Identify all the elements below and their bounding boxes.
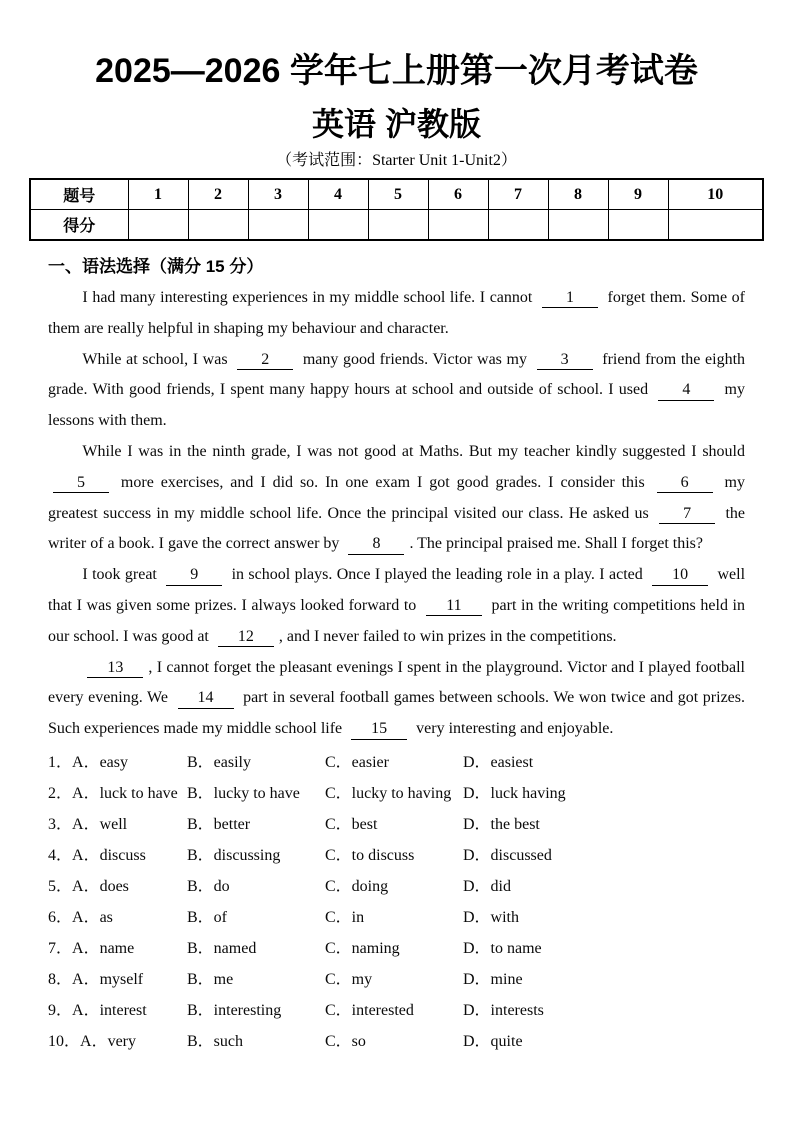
option-a-cell [48,871,187,902]
cloze-blank: 10 [652,566,708,585]
question-row [48,964,745,995]
passage-text: I had many interesting experiences in my middle school life. I cannot [82,289,537,306]
option-a: A．luck to have [72,784,178,802]
option-b: B．named [187,939,257,957]
option-a: A．well [72,815,128,833]
option-a-cell [48,809,187,840]
score-cell [188,210,248,241]
passage-text: friend from the eighth grade. With good friends, I spent many happy hours at school and outside of school. I used [48,350,746,399]
option-c: C．naming [325,939,400,957]
question-row [48,871,745,902]
option-b: B．of [187,908,228,926]
option-a: A．interest [72,1001,147,1019]
question-number: 4． [48,846,73,864]
question-row [48,747,745,778]
page-title: 2025—2026 学年七上册第一次月考试卷 [95,52,698,90]
cloze-blank: 8 [348,535,404,554]
option-a: A．very [80,1032,137,1050]
option-c: C．lucky to having [325,784,452,802]
option-b: B．discussing [187,846,281,864]
score-cell [308,210,368,241]
section-heading: 一、语法选择（满分 15 分） [48,257,264,276]
passage-text: . The principal praised me. Shall I forget this? [409,535,703,553]
option-d: D．did [463,877,512,895]
score-table-col: 9 [608,179,668,210]
option-b: B．do [187,877,230,895]
option-d: D．discussed [463,846,552,864]
page-subtitle: 英语 沪教版 [312,106,481,142]
cloze-blank: 15 [351,720,407,739]
passage-paragraph [48,560,745,652]
passage-text: While at school, I was [82,350,233,368]
option-d: D．easiest [463,753,534,771]
cloze-blank: 4 [658,381,714,400]
option-a: A．as [72,908,113,926]
question-row [48,902,745,933]
score-table-col: 4 [308,179,368,210]
option-d: D．luck having [463,784,566,802]
question-number: 3． [48,815,73,833]
passage-text: , and I never failed to win prizes in the competitions. [278,627,617,645]
passage-text: more exercises, and I did so. In one exam I got good grades. I consider this [114,473,652,491]
passage-text: While I was in the ninth grade, I was not good at Maths. But my teacher kindly suggested I should [82,442,745,460]
passage-paragraph [48,653,745,745]
option-d: D．quite [463,1032,523,1050]
score-cell [428,210,488,241]
option-a: A．discuss [72,846,146,864]
cloze-blank: 13 [87,659,143,678]
cloze-blank: 9 [166,566,222,585]
cloze-blank: 1 [542,289,598,308]
option-c: C．in [325,908,365,926]
options-list [48,747,745,1057]
passage-text: well that I was given some prizes. I always looked forward to [48,566,746,614]
score-table-score-row [30,210,763,241]
option-b: B．easily [187,753,251,771]
option-d: D．with [463,908,520,926]
score-cell [548,210,608,241]
passage-text: in school plays. Once I played the leading role in a play. I acted [227,566,648,584]
passage-text: many good friends. Victor was my [298,350,532,368]
cloze-blank: 12 [218,628,274,647]
passage-text: very interesting and enjoyable. [412,720,614,738]
question-number: 6． [48,908,73,926]
cloze-blank: 2 [237,351,293,370]
option-c: C．to discuss [325,846,415,864]
passage-paragraph [48,345,745,437]
score-table-col: 6 [428,179,488,210]
option-c: C．my [325,970,373,988]
option-d: D．the best [463,815,540,833]
score-cell [128,210,188,241]
score-table-col: 8 [548,179,608,210]
cloze-blank: 11 [426,597,482,616]
option-d: D．to name [463,939,542,957]
option-b: B．me [187,970,234,988]
score-table-col: 10 [668,179,763,210]
option-b: B．such [187,1032,244,1050]
option-a-cell [48,1026,187,1057]
score-row-label: 得分 [30,210,128,241]
question-number: 5． [48,877,73,895]
option-a-cell [48,995,187,1026]
option-a-cell [48,840,187,871]
option-a-cell [48,778,187,809]
passage-text: my greatest success in my middle school life. Once the principal visited our class. He asked us [48,473,745,522]
option-a-cell [48,747,187,778]
score-cell [368,210,428,241]
option-b: B．better [187,815,251,833]
question-number: 8． [48,970,73,988]
passage-paragraph [48,283,745,345]
question-row [48,933,745,964]
option-a: A．name [72,939,135,957]
score-table-col: 2 [188,179,248,210]
cloze-blank: 3 [537,351,593,370]
option-c: C．best [325,815,378,833]
option-c: C．so [325,1032,366,1050]
passage-text: , I cannot forget the pleasant evenings I spent in the playground. Victor and I played football every evening. We [48,658,745,707]
option-d: D．mine [463,970,523,988]
passage-text: part in several football games between schools. We won twice and got prizes. Such experiences made my middle school life [48,689,746,738]
score-cell [488,210,548,241]
cloze-blank: 7 [659,505,715,524]
option-a: A．easy [72,753,129,771]
question-number: 9． [48,1001,73,1019]
option-c: C．easier [325,753,389,771]
option-b: B．interesting [187,1001,282,1019]
question-number: 10． [48,1032,81,1050]
question-number: 1． [48,753,73,771]
passage-text: I took great [82,566,162,584]
cloze-passage [48,283,745,745]
option-a-cell [48,964,187,995]
question-number: 2． [48,784,73,802]
option-a: A．myself [72,970,144,988]
passage-text: part in the writing competitions held in our school. I was good at [48,596,746,645]
score-table-col: 5 [368,179,428,210]
question-row [48,840,745,871]
score-cell [608,210,668,241]
score-table-col: 7 [488,179,548,210]
question-number: 7． [48,939,73,957]
score-table-col: 1 [128,179,188,210]
question-row [48,1026,745,1057]
passage-paragraph [48,437,745,560]
option-b: B．lucky to have [187,784,300,802]
cloze-blank: 6 [657,474,713,493]
question-row [48,809,745,840]
score-table-label: 题号 [30,179,128,210]
passage-text: forget them. Some of them are really helpful in shaping my behaviour and character. [48,289,745,337]
cloze-blank: 14 [178,689,234,708]
score-table [29,178,764,241]
score-cell [668,210,763,241]
option-c: C．interested [325,1001,414,1019]
cloze-blank: 5 [53,474,109,493]
score-table-header-row [30,179,763,210]
exam-scope-note: （考试范围：Starter Unit 1-Unit2） [276,152,517,169]
score-table-col: 3 [248,179,308,210]
passage-text: my lessons with them. [48,381,745,430]
option-c: C．doing [325,877,389,895]
option-a-cell [48,933,187,964]
question-row [48,778,745,809]
option-d: D．interests [463,1001,544,1019]
option-a-cell [48,902,187,933]
option-a: A．does [72,877,129,895]
score-cell [248,210,308,241]
passage-text: the writer of a book. I gave the correct answer by [48,504,746,553]
question-row [48,995,745,1026]
